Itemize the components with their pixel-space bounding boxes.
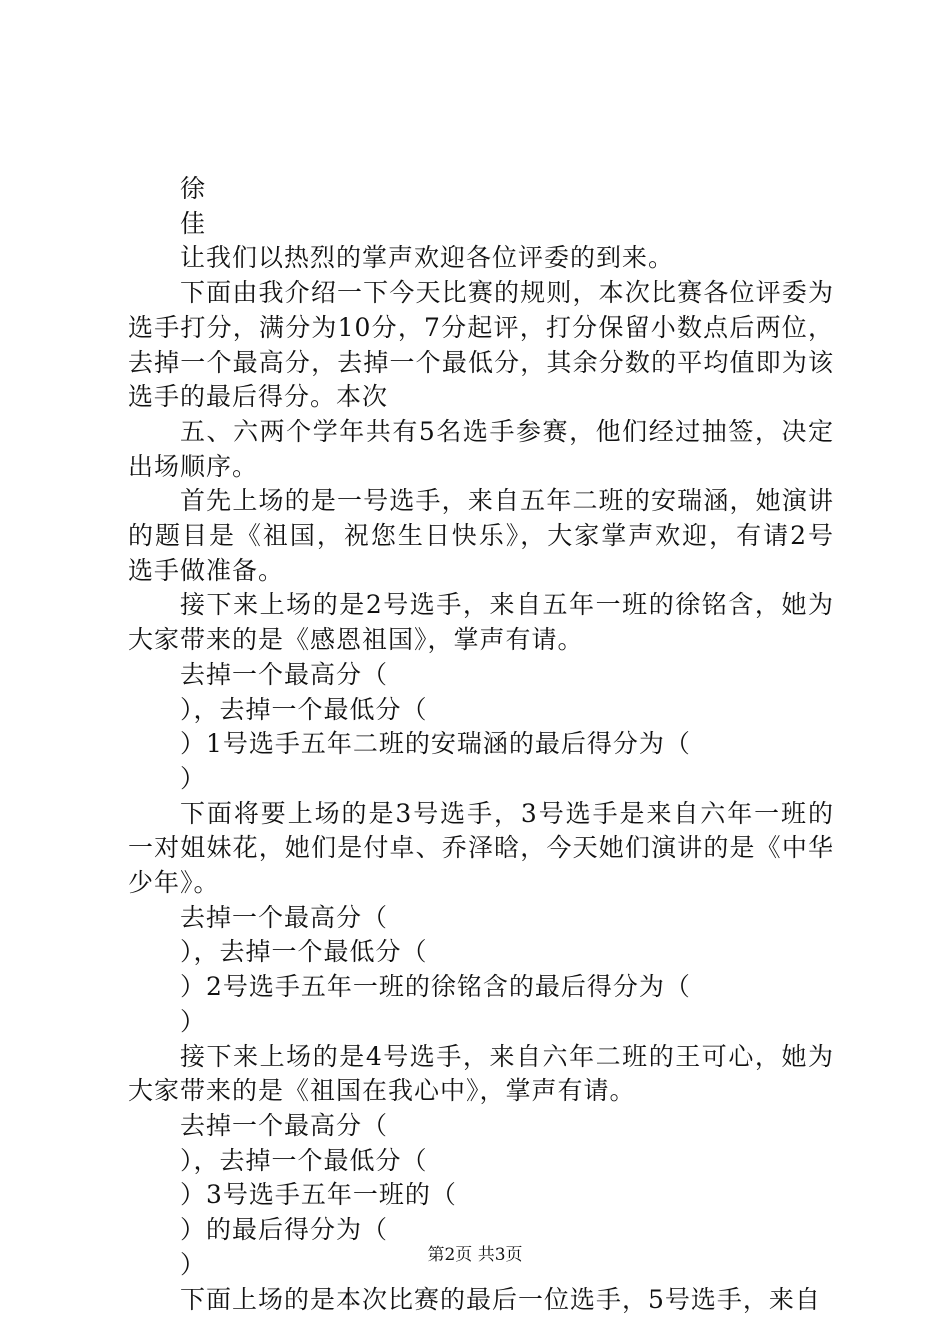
paragraph: 下面上场的是本次比赛的最后一位选手，5号选手，来自 bbox=[180, 1284, 821, 1314]
paragraph: ） bbox=[180, 1249, 207, 1279]
paragraph: 下面将要上场的是3号选手，3号选手是来自六年一班的一对姐妹花，她们是付卓、乔泽晗，今天她们演讲的是《中华少年》。 bbox=[128, 798, 834, 898]
page-footer bbox=[0, 1243, 950, 1267]
paragraph: 接下来上场的是4号选手，来自六年二班的王可心，她为大家带来的是《祖国在我心中》，掌声有请。 bbox=[128, 1041, 834, 1106]
paragraph: 徐 bbox=[180, 174, 207, 203]
paragraph: 佳 bbox=[180, 208, 207, 238]
paragraph: ）的最后得分为（ bbox=[180, 1215, 389, 1245]
paragraph: ）3号选手五年一班的（ bbox=[180, 1180, 457, 1210]
paragraph: ） bbox=[180, 763, 207, 793]
paragraph: ），去掉一个最低分（ bbox=[180, 694, 428, 724]
paragraph: 下面由我介绍一下今天比赛的规则，本次比赛各位评委为选手打分，满分为10分，7分起评，打分保留小数点后两位，去掉一个最高分，去掉一个最低分，其余分数的平均值即为该选手的最后得分。本次 bbox=[128, 278, 834, 412]
paragraph: ） bbox=[180, 1006, 207, 1036]
paragraph: ），去掉一个最低分（ bbox=[180, 1145, 428, 1175]
paragraph: 接下来上场的是2号选手，来自五年一班的徐铭含，她为大家带来的是《感恩祖国》，掌声有请。 bbox=[128, 590, 834, 655]
paragraph: 让我们以热烈的掌声欢迎各位评委的到来。 bbox=[180, 243, 675, 273]
paragraph: 首先上场的是一号选手，来自五年二班的安瑞涵，她演讲的题目是《祖国，祝您生日快乐》，大家掌声欢迎，有请2号选手做准备。 bbox=[128, 486, 834, 585]
paragraph: 去掉一个最高分（ bbox=[180, 1110, 389, 1140]
paragraph: 去掉一个最高分（ bbox=[180, 902, 389, 932]
paragraph: 去掉一个最高分（ bbox=[180, 659, 389, 689]
paragraph: ）2号选手五年一班的徐铭含的最后得分为（ bbox=[180, 972, 691, 1002]
document-body bbox=[128, 172, 834, 1317]
page-number-label: 第2页 共3页 bbox=[427, 1245, 523, 1265]
paragraph: 五、六两个学年共有5名选手参赛，他们经过抽签，决定出场顺序。 bbox=[128, 416, 834, 481]
paragraph: ）1号选手五年二班的安瑞涵的最后得分为（ bbox=[180, 729, 691, 759]
paragraph: ），去掉一个最低分（ bbox=[180, 937, 428, 967]
